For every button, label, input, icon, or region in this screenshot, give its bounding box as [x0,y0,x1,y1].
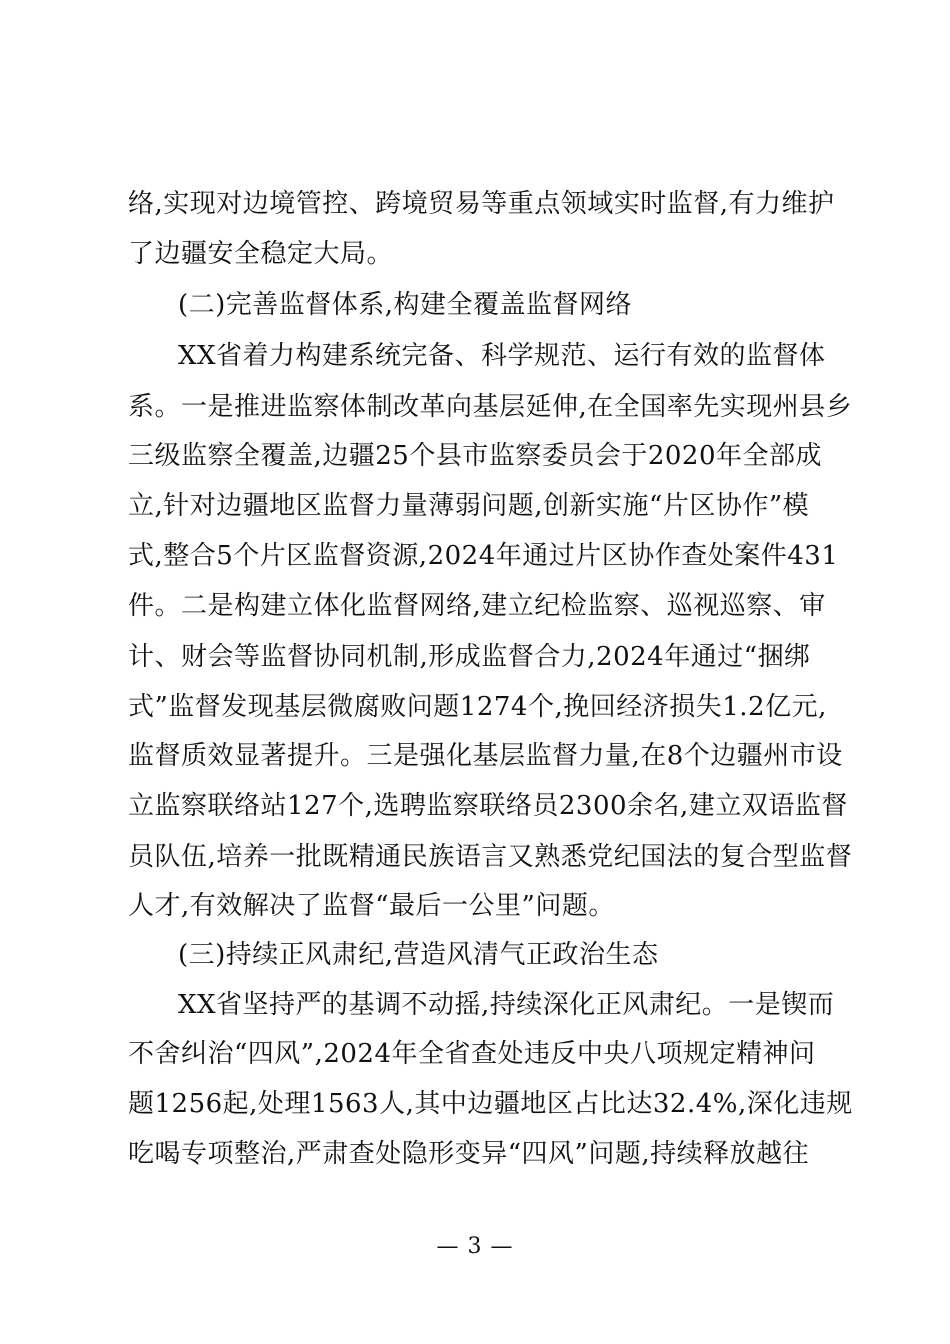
section-heading: (三)持续正风肃纪,营造风清气正政治生态 [178,940,659,970]
page-number: — 3 — [436,1234,514,1259]
body-text-line: 件。二是构建立体化监督网络,建立纪检监察、巡视巡察、审 [128,591,826,621]
body-text-line: 立监察联络站127个,选聘监察联络员2300余名,建立双语监督 [128,791,848,821]
body-text-line: 了边疆安全稳定大局。 [128,239,394,269]
body-text-line: 不舍纠治“四风”,2024年全省查处违反中央八项规定精神问 [128,1039,816,1069]
body-text-line: 立,针对边疆地区监督力量薄弱问题,创新实施“片区协作”模 [128,491,810,521]
body-text-line: 吃喝专项整治,严肃查处隐形变异“四风”问题,持续释放越往 [128,1139,810,1169]
body-text-line: 式,整合5个片区监督资源,2024年通过片区协作查处案件431 [128,541,839,571]
body-text-line: XX省着力构建系统完备、科学规范、运行有效的监督体 [178,341,826,371]
body-text-line: 式”监督发现基层微腐败问题1274个,挽回经济损失1.2亿元, [128,692,827,722]
body-text-line: XX省坚持严的基调不动摇,持续深化正风肃纪。一是锲而 [178,990,835,1020]
body-text-line: 计、财会等监督协同机制,形成监督合力,2024年通过“捆绑 [128,642,811,672]
section-heading: (二)完善监督体系,构建全覆盖监督网络 [178,290,633,320]
body-text-line: 题1256起,处理1563人,其中边疆地区占比达32.4%,深化违规 [128,1089,853,1119]
body-text-line: 监督质效显著提升。三是强化基层监督力量,在8个边疆州市设 [128,741,843,771]
body-text-line: 三级监察全覆盖,边疆25个县市监察委员会于2020年全部成 [128,441,823,471]
body-text-line: 系。一是推进监察体制改革向基层延伸,在全国率先实现州县乡 [128,392,853,422]
body-text-line: 员队伍,培养一批既精通民族语言又熟悉党纪国法的复合型监督 [128,842,853,872]
body-text-line: 人才,有效解决了监督“最后一公里”问题。 [128,891,615,921]
body-text-line: 络,实现对边境管控、跨境贸易等重点领域实时监督,有力维护 [128,189,835,219]
